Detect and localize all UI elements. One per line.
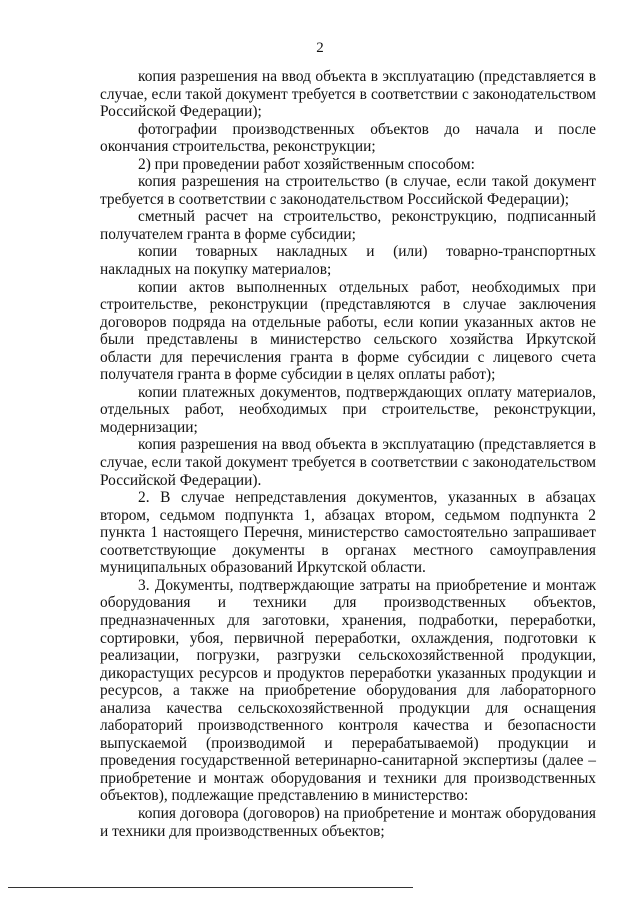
footer-rule xyxy=(8,887,413,888)
document-body xyxy=(100,68,596,840)
page-number: 2 xyxy=(316,40,324,56)
paragraph: копия договора (договоров) на приобретение и монтаж оборудования и техники для производственных объектов; xyxy=(100,804,596,840)
paragraph: копии товарных накладных и (или) товарно-транспортных накладных на покупку материалов; xyxy=(100,243,596,279)
paragraph: копия разрешения на ввод объекта в эксплуатацию (представляется в случае, если такой документ требуется в соответствии с законодательством Российской Федерации). xyxy=(100,436,596,489)
paragraph: копии актов выполненных отдельных работ, необходимых при строительстве, реконструкции (представляются в случае заключения договоров подряда на отдельные работы, если копии указанных актов не были представлены в министерство сельского хозяйства Иркутской области для перечисления гранта в форме субсидии с лицевого счета получателя гранта в форме субсидии в целях оплаты работ); xyxy=(100,278,596,384)
paragraph: копии платежных документов, подтверждающих оплату материалов, отдельных работ, необходимых при строительстве, реконструкции, модернизации; xyxy=(100,383,596,436)
paragraph: 3. Документы, подтверждающие затраты на приобретение и монтаж оборудования и техники для производственных объектов, предназначенных для заготовки, хранения, подработки, переработки, сортировки, убоя, первичной переработки, охлаждения, подготовки к реализации, погрузки, разгрузки сельскохозяйственной продукции, дикорастущих ресурсов и продуктов переработки указанных продукции и ресурсов, а также на приобретение оборудования для лабораторного анализа качества сельскохозяйственной продукции для оснащения лабораторий производственного контроля качества и безопасности выпускаемой (производимой и перерабатываемой) продукции и проведения государственной ветеринарно-санитарной экспертизы (далее – приобретение и монтаж оборудования и техники для производственных объектов), подлежащие представлению в министерство: xyxy=(100,576,596,805)
paragraph: фотографии производственных объектов до начала и после окончания строительства, реконструкции; xyxy=(100,120,596,156)
paragraph: копия разрешения на ввод объекта в эксплуатацию (представляется в случае, если такой документ требуется в соответствии с законодательством Российской Федерации); xyxy=(100,68,596,121)
paragraph: 2) при проведении работ хозяйственным способом: xyxy=(138,155,475,173)
paragraph: сметный расчет на строительство, реконструкцию, подписанный получателем гранта в форме субсидии; xyxy=(100,208,596,243)
paragraph: копия разрешения на строительство (в случае, если такой документ требуется в соответствии с законодательством Российской Федерации); xyxy=(100,173,596,208)
paragraph: 2. В случае непредставления документов, указанных в абзацах втором, седьмом подпункта 1, абзацах втором, седьмом подпункта 2 пункта 1 настоящего Перечня, министерство самостоятельно запрашивает соответствующие документы в органах местного самоуправления муниципальных образований Иркутской области. xyxy=(100,489,596,577)
